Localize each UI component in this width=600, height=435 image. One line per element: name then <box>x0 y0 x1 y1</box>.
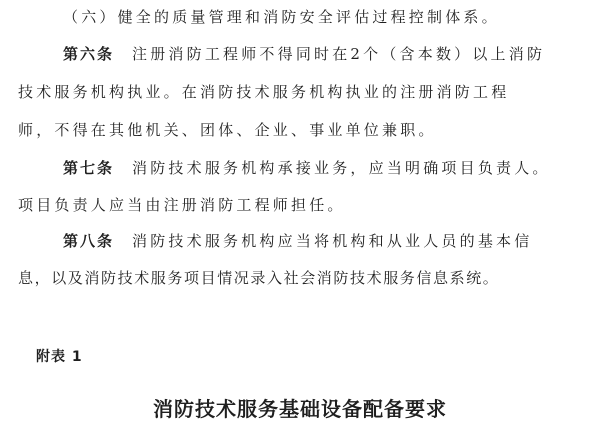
annex-title: 消防技术服务基础设备配备要求 <box>153 397 447 421</box>
article-seven-line-2 <box>18 195 346 215</box>
item-six-text: （六）健全的质量管理和消防安全评估过程控制体系。 <box>63 8 500 26</box>
article-eight-line-2 <box>18 268 499 288</box>
article-six-text-2: 技术服务机构执业。在消防技术服务机构执业的注册消防工程 <box>18 83 510 101</box>
article-eight-heading: 第八条 <box>63 232 115 250</box>
article-seven-heading: 第七条 <box>63 159 115 177</box>
article-eight-line-1 <box>63 231 532 251</box>
article-six-text-3: 师，不得在其他机关、团体、企业、事业单位兼职。 <box>18 121 437 139</box>
article-eight-text-1: 消防技术服务机构应当将机构和从业人员的基本信 <box>132 232 533 250</box>
article-seven-text-1: 消防技术服务机构承接业务，应当明确项目负责人。 <box>132 159 551 177</box>
article-six-heading: 第六条 <box>63 45 115 63</box>
article-seven-text-2: 项目负责人应当由注册消防工程师担任。 <box>18 196 346 214</box>
article-seven-line-1 <box>63 158 551 178</box>
article-eight-text-2: 息，以及消防技术服务项目情况录入社会消防技术服务信息系统。 <box>18 269 500 287</box>
annex-label: 附表 1 <box>36 349 83 365</box>
article-six-line-3 <box>18 120 437 140</box>
article-six-line-2 <box>18 82 509 102</box>
item-six-line <box>63 7 500 27</box>
article-six-text-1: 注册消防工程师不得同时在2个（含本数）以上消防 <box>132 45 546 63</box>
article-six-line-1 <box>63 44 545 64</box>
